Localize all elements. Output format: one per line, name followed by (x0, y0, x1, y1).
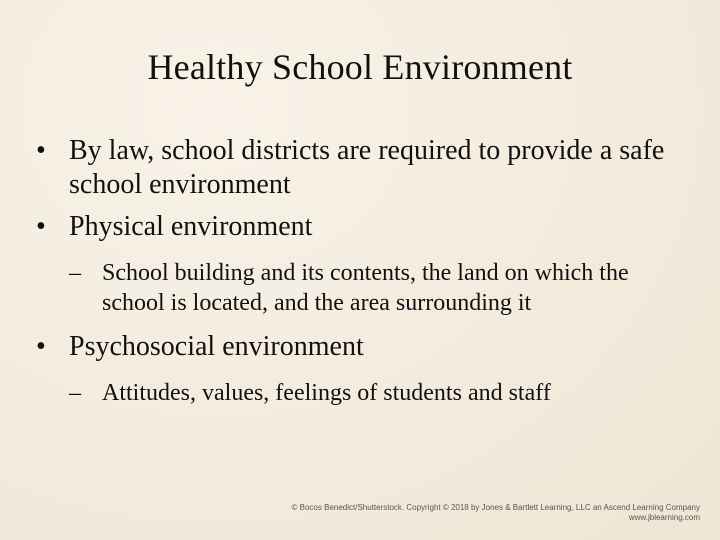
bullet-item-physical (36, 210, 696, 244)
bullet-marker: • (36, 135, 46, 166)
bullet-marker: • (36, 211, 46, 242)
bullet-text: Physical environment (69, 211, 313, 242)
copyright-line: © Bocos Benedict/Shutterstock. Copyright © 2018 by Jones & Bartlett Learning, LLC an Ascend Learning Company (291, 503, 700, 512)
bullet-marker: • (36, 331, 46, 362)
dash-marker: – (69, 380, 81, 406)
copyright-notice (292, 503, 700, 523)
sub-bullet-item-physical (69, 258, 696, 318)
bullet-text: By law, school districts are required to provide a safe school environment (69, 135, 665, 200)
bullet-item-psychosocial (36, 330, 696, 364)
bullet-item-law (36, 134, 696, 202)
slide-title: Healthy School Environment (147, 47, 573, 87)
bullet-text: Psychosocial environment (69, 331, 364, 362)
sub-bullet-item-psychosocial (69, 378, 696, 408)
dash-marker: – (69, 260, 81, 286)
bullet-list (36, 134, 696, 420)
sub-bullet-text: School building and its contents, the land on which the school is located, and the area surrounding it (102, 260, 629, 316)
publisher-url: www.jblearning.com (628, 513, 700, 522)
sub-bullet-text: Attitudes, values, feelings of students and staff (102, 380, 551, 406)
